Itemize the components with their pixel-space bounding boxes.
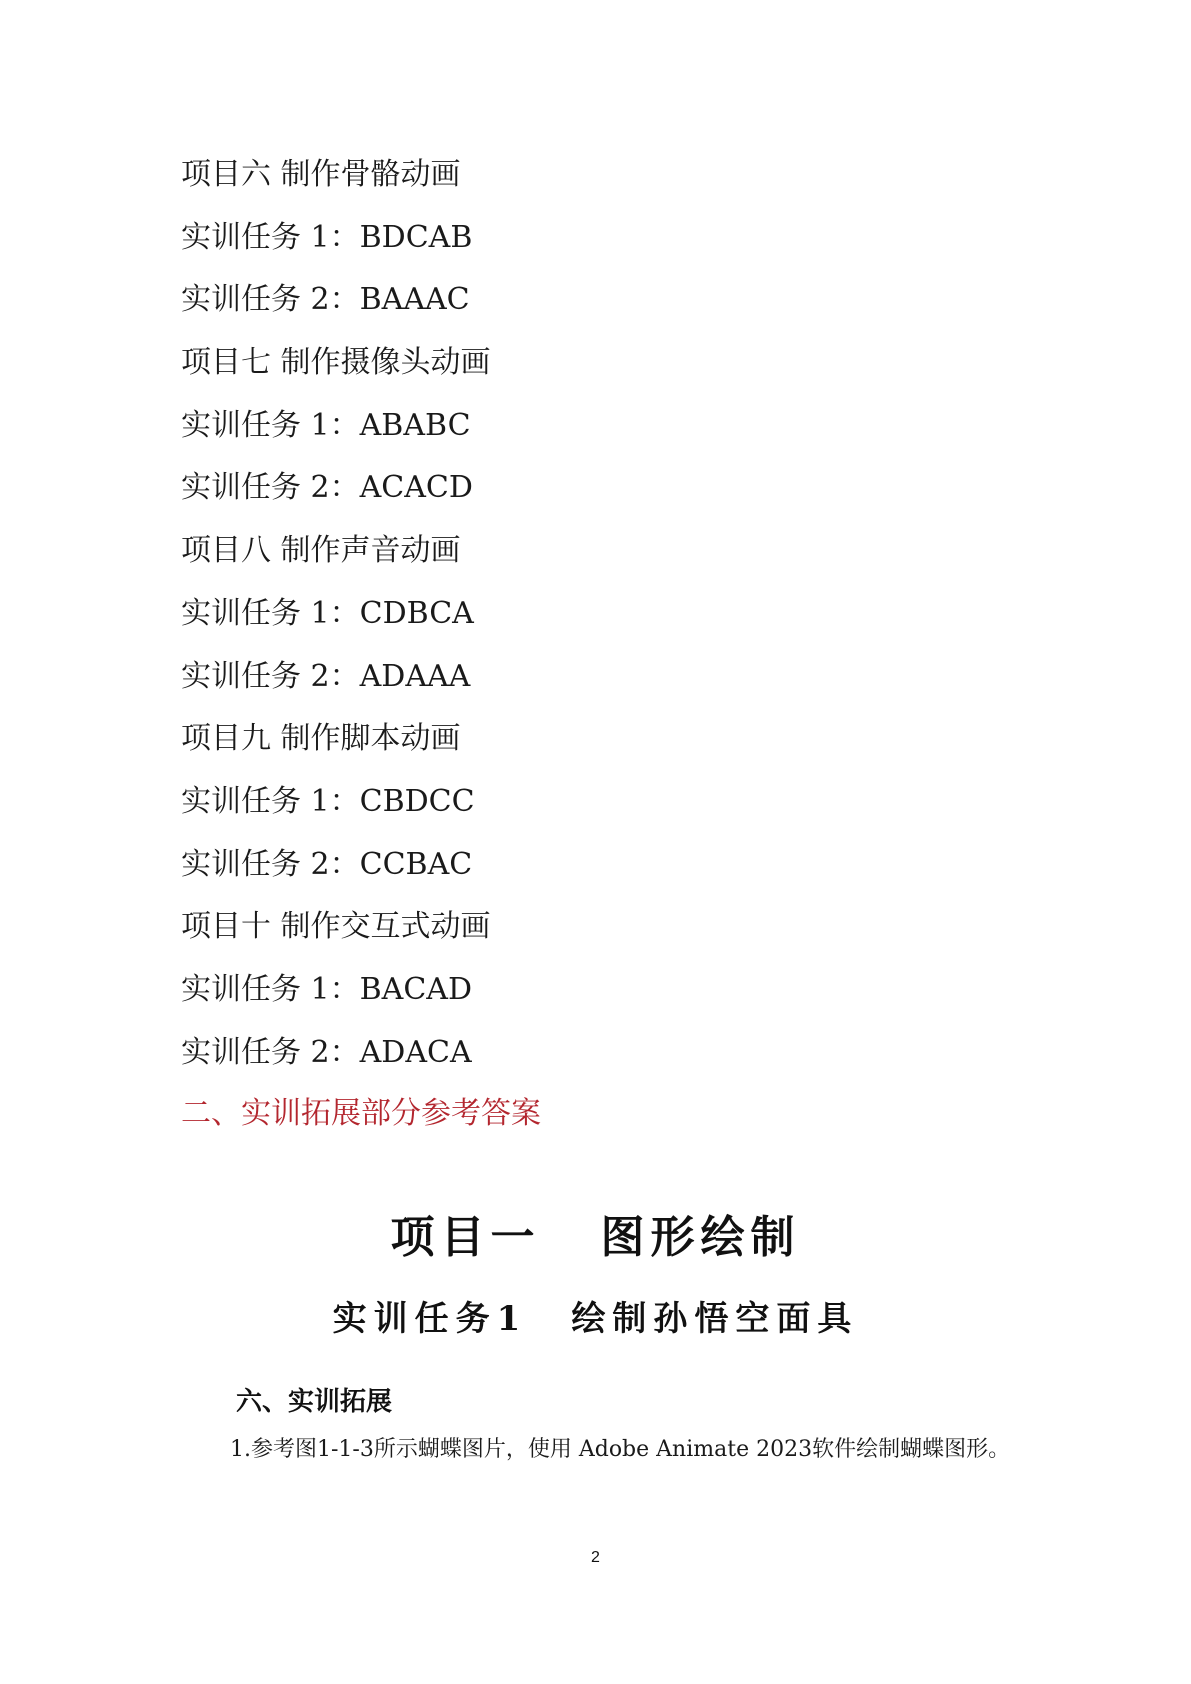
answer-line: 实训任务 2：ADACA xyxy=(181,1034,472,1070)
answer-line: 实训任务 1：BACAD xyxy=(181,971,473,1007)
task-title-number: 实训任务1 xyxy=(332,1299,528,1339)
answer-line: 实训任务 1：BDCAB xyxy=(181,219,473,255)
project-title-number: 项目一 xyxy=(390,1212,541,1263)
answer-line: 项目七 制作摄像头动画 xyxy=(181,345,491,381)
task-title-name: 绘制孙悟空面具 xyxy=(571,1299,859,1339)
answer-line: 实训任务 2：BAAAC xyxy=(181,282,470,318)
task-title xyxy=(0,1294,1191,1344)
instruction-paragraph: 1.参考图1-1-3所示蝴蝶图片，使用 Adobe Animate 2023软件绘制蝴蝶图形。 xyxy=(230,1437,1011,1462)
sub-heading: 六、实训拓展 xyxy=(236,1387,393,1417)
answer-list xyxy=(181,148,491,1088)
project-title-name: 图形绘制 xyxy=(600,1212,801,1263)
answer-line: 实训任务 1：CDBCA xyxy=(181,595,474,631)
answer-line: 实训任务 1：CBDCC xyxy=(181,783,475,819)
answer-line: 项目九 制作脚本动画 xyxy=(181,721,461,757)
answer-line: 实训任务 2：ACACD xyxy=(181,470,473,506)
project-title xyxy=(0,1208,1191,1268)
page-number: 2 xyxy=(591,1549,600,1566)
answer-line: 实训任务 1：ABABC xyxy=(181,407,471,443)
answer-line: 项目六 制作骨骼动画 xyxy=(181,157,461,192)
answer-line: 项目十 制作交互式动画 xyxy=(181,909,491,945)
answer-line: 实训任务 2：CCBAC xyxy=(181,846,473,882)
answer-line: 实训任务 2：ADAAA xyxy=(181,658,471,694)
section-heading: 二、实训拓展部分参考答案 xyxy=(181,1096,541,1131)
answer-line: 项目八 制作声音动画 xyxy=(181,533,461,569)
